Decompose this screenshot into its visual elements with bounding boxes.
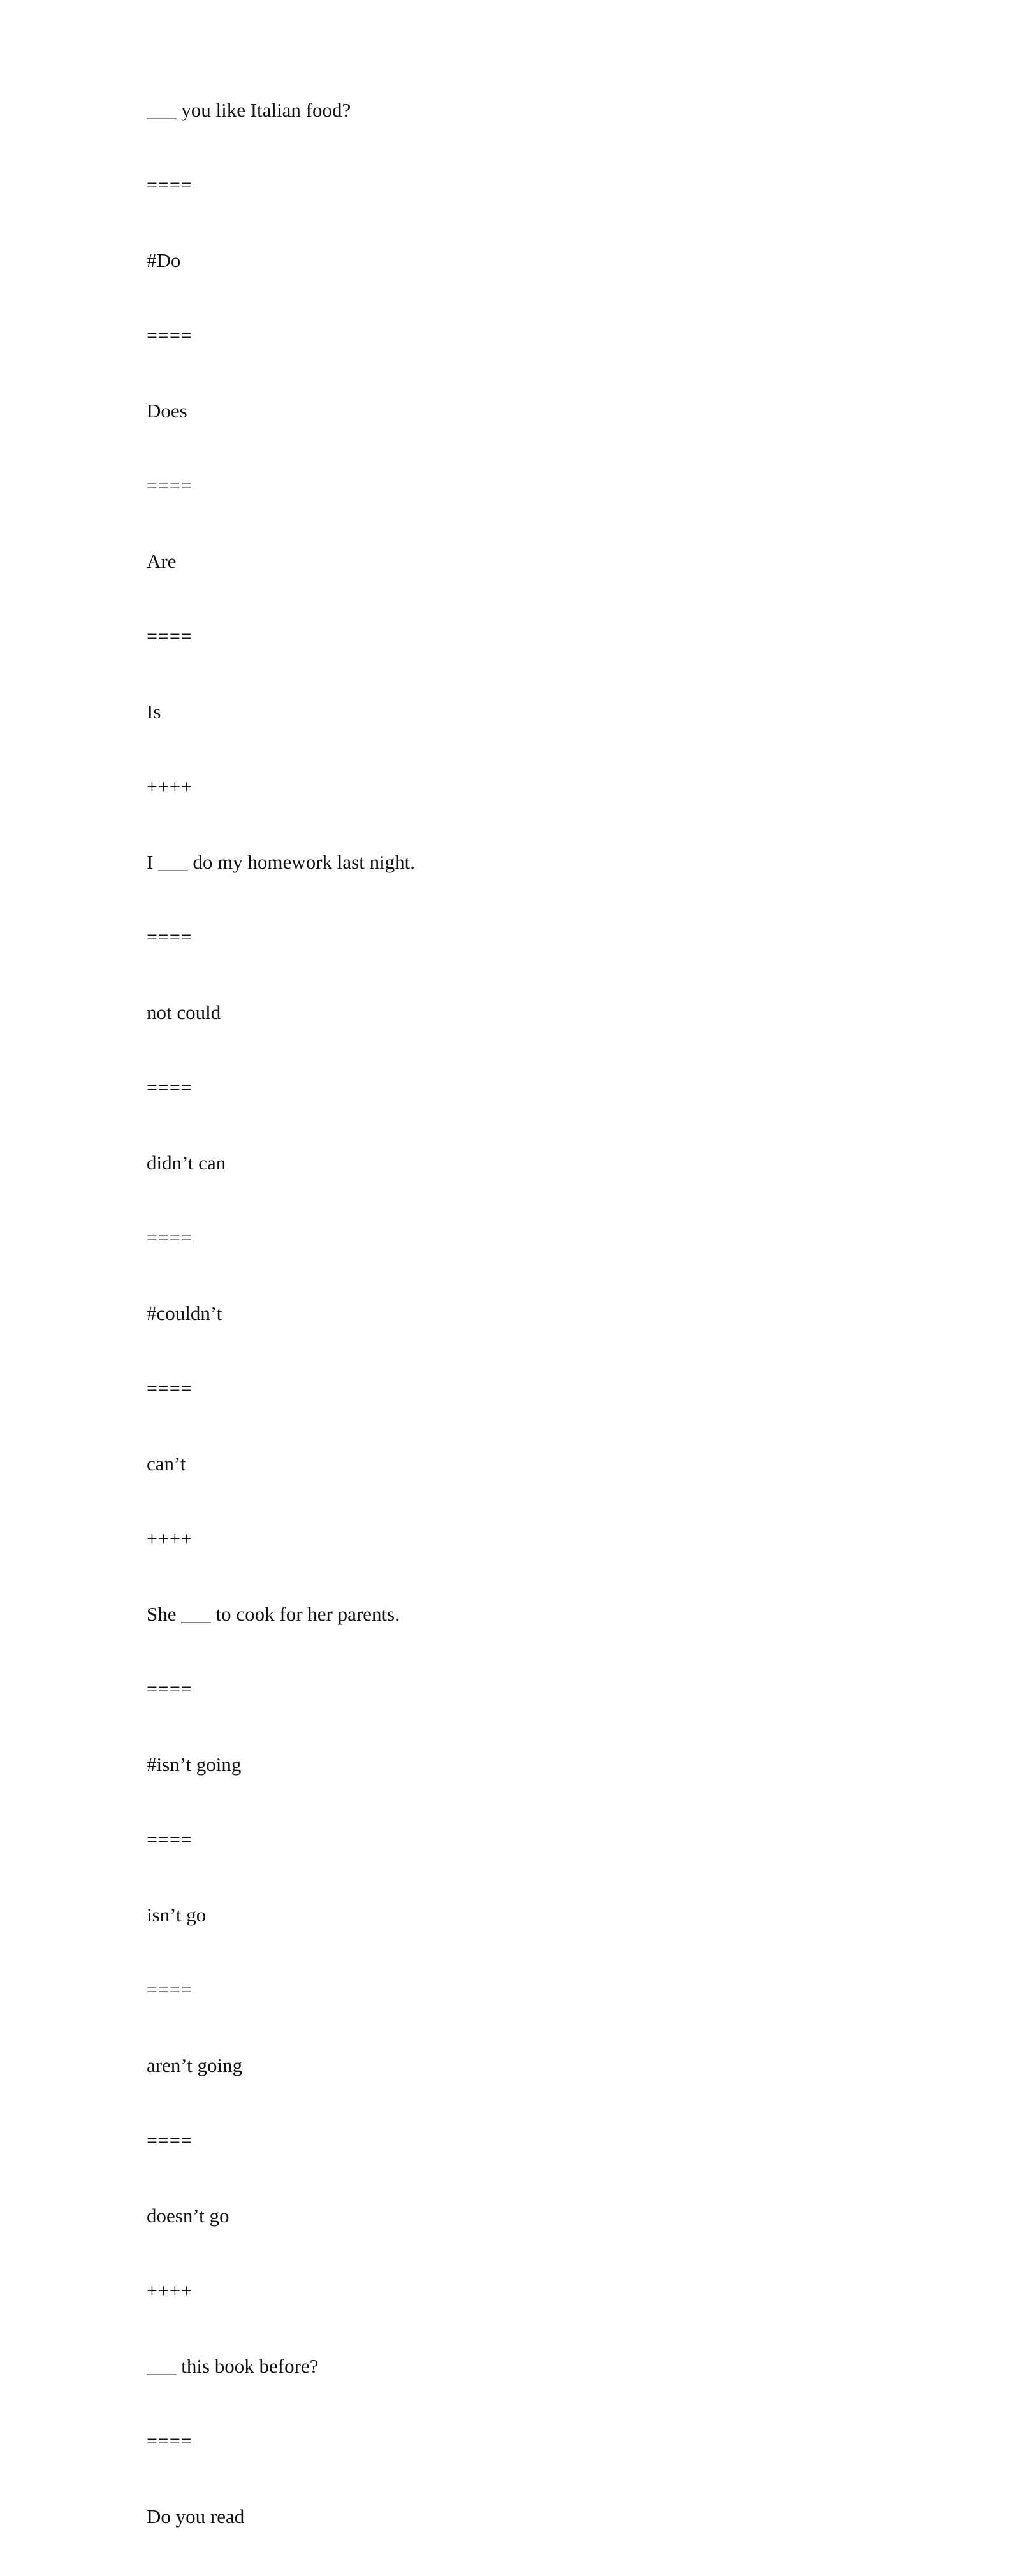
option-separator: ==== xyxy=(147,1829,193,1850)
option-separator: ==== xyxy=(147,2431,193,2452)
option-separator: ==== xyxy=(147,475,193,496)
question-2-option: didn’t can xyxy=(147,1152,226,1174)
option-separator: ==== xyxy=(147,1378,193,1399)
question-3-option: doesn’t go xyxy=(147,2204,229,2227)
question-separator: ++++ xyxy=(147,2280,193,2301)
question-3-option-correct: #isn’t going xyxy=(147,1753,242,1776)
question-4-text: ___ this book before? xyxy=(147,2355,319,2377)
option-separator: ==== xyxy=(147,1227,193,1248)
option-separator: ==== xyxy=(147,325,193,346)
option-separator: ==== xyxy=(147,626,193,647)
question-1-option: Does xyxy=(147,400,187,422)
option-separator: ==== xyxy=(147,1077,193,1098)
question-separator: ++++ xyxy=(147,776,193,797)
question-4-option: Do you read xyxy=(147,2505,245,2528)
option-separator: ==== xyxy=(147,1979,193,2001)
question-3-option: aren’t going xyxy=(147,2054,243,2076)
option-separator: ==== xyxy=(147,1679,193,1700)
question-3-option: isn’t go xyxy=(147,1904,207,1926)
question-1-text: ___ you like Italian food? xyxy=(147,99,351,121)
question-3-text: She ___ to cook for her parents. xyxy=(147,1603,400,1625)
option-separator: ==== xyxy=(147,927,193,948)
question-separator: ++++ xyxy=(147,1528,193,1549)
question-2-option: not could xyxy=(147,1001,221,1024)
quiz-text-lines xyxy=(147,94,415,2576)
question-2-option-correct: #couldn’t xyxy=(147,1302,222,1324)
question-1-option-correct: #Do xyxy=(147,249,181,271)
question-2-text: I ___ do my homework last night. xyxy=(147,851,416,873)
question-1-option: Are xyxy=(147,550,177,572)
option-separator: ==== xyxy=(147,2130,193,2151)
question-1-option: Is xyxy=(147,700,161,723)
option-separator: ==== xyxy=(147,175,193,196)
question-2-option: can’t xyxy=(147,1452,186,1475)
